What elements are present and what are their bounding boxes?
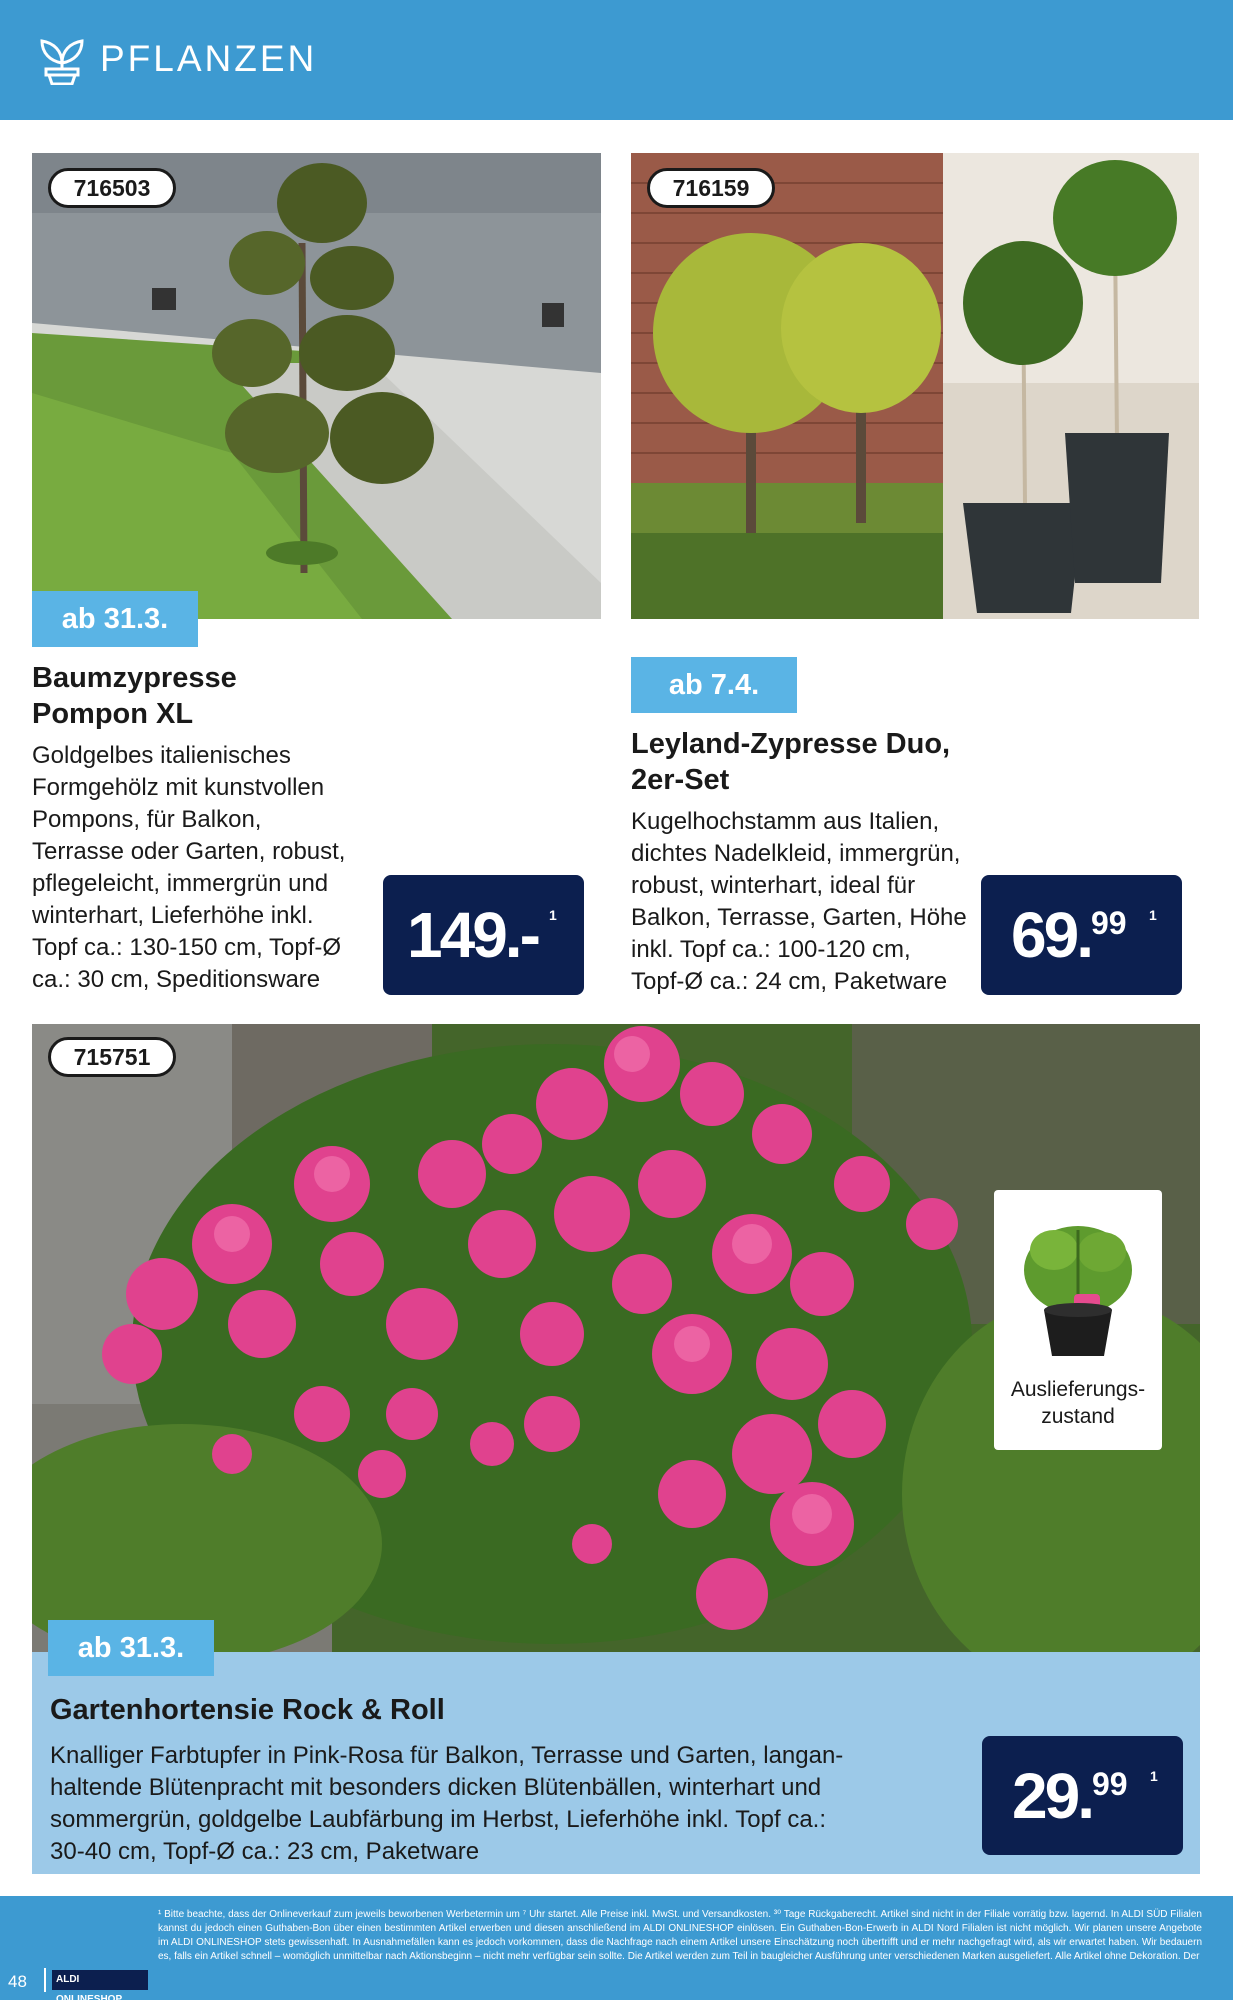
price-footnote: 1 [549,907,557,923]
category-header [0,0,1233,120]
price-main: 29. [1012,1760,1092,1832]
description-line: Terrasse oder Garten, robust, [32,838,346,865]
title-line: Baumzypresse [32,662,237,694]
price-main: 69. [1011,899,1091,971]
onlineshop-logo: ALDI ONLINESHOP [52,1970,148,1990]
product-image-baumzypresse [32,153,601,619]
description-line: winterhart, Lieferhöhe inkl. [32,902,314,929]
title-line: Leyland-Zypresse Duo, [631,728,951,760]
footer-divider [44,1968,46,1992]
description-line: robust, winterhart, ideal für [631,872,916,899]
product-image-leyland-zypresse [631,153,1199,619]
availability-date-badge: ab 7.4. [631,657,797,713]
price-tag [982,1736,1183,1855]
price-cents: 99 [1092,1766,1128,1802]
description-line: pflegeleicht, immergrün und [32,870,329,897]
potted-hydrangea-thumbnail [994,1190,1162,1370]
description-line: haltende Blütenpracht mit besonders dicken Blütenbällen, winterhart und [50,1774,822,1801]
delivery-state-inset [994,1190,1162,1450]
price-tag [981,875,1182,995]
page-footer [0,1896,1233,2005]
article-number-badge: 715751 [48,1037,176,1077]
label-line: zustand [1041,1405,1115,1428]
label-line: Auslieferungs- [1010,1378,1146,1401]
description-line: inkl. Topf ca.: 100-120 cm, [631,936,911,963]
price-cents: 99 [1091,905,1127,941]
delivery-state-label [994,1376,1162,1430]
title-line: 2er-Set [631,764,730,796]
description-line: Knalliger Farbtupfer in Pink-Rosa für Balkon, Terrasse und Garten, langan- [50,1742,844,1769]
price-footnote: 1 [1150,1768,1158,1784]
description-line: Topf ca.: 130-150 cm, Topf-Ø [32,934,342,961]
product-title [50,1692,850,1728]
description-line: dichtes Nadelkleid, immergrün, [631,840,961,867]
article-number-badge: 716159 [647,168,775,208]
price-tag [383,875,584,995]
page-number: 48 [8,1972,27,1991]
description-line: ca.: 30 cm, Speditionsware [32,966,321,993]
title-line: Pompon XL [32,698,194,730]
description-line: Kugelhochstamm aus Italien, [631,808,940,835]
description-line: Pompons, für Balkon, [32,806,262,833]
price-main: 149.- [407,899,538,971]
product-title [631,726,1031,798]
potted-plant-icon [38,33,86,85]
product-description [50,1740,950,1868]
description-line: Formgehölz mit kunstvollen [32,774,325,801]
title-line: Gartenhortensie Rock & Roll [50,1694,445,1726]
article-number-badge: 716503 [48,168,176,208]
description-line: sommergrün, goldgelbe Laubfärbung im Herbst, Lieferhöhe inkl. Topf ca.: [50,1806,827,1833]
availability-date-badge: ab 31.3. [32,591,198,647]
legal-disclaimer: ¹ Bitte beachte, dass der Onlineverkauf zum jeweils beworbenen Werbetermin um ⁷ Uhr startet. Alle Preise inkl. MwSt. und Versandkosten. ³⁰ Tage Rückgaberecht. Artikel sind nicht in der Filiale vorrätig bzw. lagernd. In ALDI SÜD Filialen kannst du jedoch einen Guthaben-Bon über einen bestimmten Artikel erwerben und diesen anschließend im ALDI ONLINESHOP einlösen. Ein Guthaben-Bon-Erwerb in ALDI Nord Filialen ist nicht möglich. Wir planen unsere Angebote im ALDI ONLINESHOP stets gewissenhaft. In Ausnahmefällen kann es jedoch vorkommen, dass die Nachfrage nach einem Artikel unsere Einschätzung noch übertrifft und er mehr nachgefragt wird, als wir erwartet haben. Wir bedauern es, falls ein Artikel schnell – womöglich unmittelbar nach Aktionsbeginn – nicht mehr verfügbar sein sollte. Die Artikel werden zum Teil in baugleicher Ausführung unter verschiedenen Marken ausgeliefert. Alle Artikel ohne Dekoration. Der [158,1909,1202,1962]
description-line: Balkon, Terrasse, Garten, Höhe [631,904,967,931]
product-description [631,806,991,998]
description-line: Goldgelbes italienisches [32,742,291,769]
price-footnote: 1 [1149,907,1157,923]
product-title [32,660,432,732]
availability-date-badge: ab 31.3. [48,1620,214,1676]
description-line: 30-40 cm, Topf-Ø ca.: 23 cm, Paketware [50,1838,480,1865]
category-title: PFLANZEN [100,38,318,79]
description-line: Topf-Ø ca.: 24 cm, Paketware [631,968,948,995]
product-description [32,740,392,996]
